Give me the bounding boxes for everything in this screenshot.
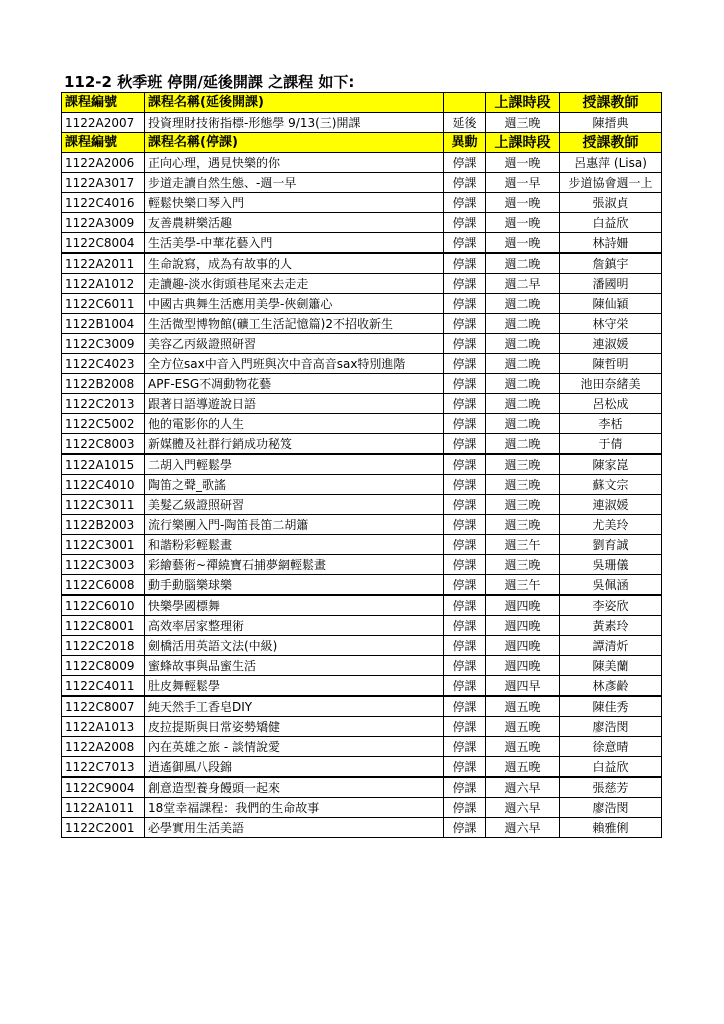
course-name: 逍遙御風八段錦 <box>145 757 444 778</box>
course-teacher: 陳美蘭 <box>560 656 662 676</box>
course-time: 週二晚 <box>486 294 560 314</box>
course-code: 1122C2013 <box>62 394 145 414</box>
header-code: 課程編號 <box>62 93 145 113</box>
course-teacher: 陳家崑 <box>560 454 662 475</box>
course-teacher: 連淑媛 <box>560 495 662 515</box>
course-time: 週二晚 <box>486 394 560 414</box>
course-change: 停課 <box>444 414 486 434</box>
header-kind: 異動 <box>444 133 486 153</box>
course-code: 1122C9004 <box>62 777 145 798</box>
course-change: 停課 <box>444 636 486 656</box>
course-teacher: 廖浩閔 <box>560 717 662 737</box>
course-name: 彩繪藝術~禪繞寶石捕夢網輕鬆畫 <box>145 555 444 575</box>
course-teacher: 廖浩閔 <box>560 798 662 818</box>
table-row <box>62 475 662 495</box>
course-time: 週三午 <box>486 575 560 596</box>
course-change: 停課 <box>444 515 486 535</box>
course-teacher: 白益欣 <box>560 757 662 778</box>
course-code: 1122A3017 <box>62 173 145 193</box>
course-code: 1122C2001 <box>62 818 145 838</box>
course-teacher: 林彥齡 <box>560 676 662 697</box>
table-row <box>62 334 662 354</box>
course-change: 停課 <box>444 595 486 616</box>
table-row <box>62 354 662 374</box>
table-row <box>62 616 662 636</box>
course-change: 停課 <box>444 454 486 475</box>
course-table-body <box>62 93 662 838</box>
course-time: 週四晚 <box>486 636 560 656</box>
table-row <box>62 555 662 575</box>
course-code: 1122B2003 <box>62 515 145 535</box>
table-row <box>62 515 662 535</box>
course-time: 週二早 <box>486 274 560 294</box>
course-teacher: 蘇文宗 <box>560 475 662 495</box>
course-name: 中國古典舞生活應用美學-俠劍簫心 <box>145 294 444 314</box>
course-change: 停課 <box>444 616 486 636</box>
course-name: 肚皮舞輕鬆學 <box>145 676 444 697</box>
course-name: 美髮乙級證照研習 <box>145 495 444 515</box>
course-time: 週五晚 <box>486 696 560 717</box>
table-row <box>62 696 662 717</box>
header-time: 上課時段 <box>486 93 560 113</box>
course-teacher: 連淑媛 <box>560 334 662 354</box>
course-code: 1122C4016 <box>62 193 145 213</box>
course-teacher: 陳搢典 <box>560 113 662 133</box>
course-teacher: 白益欣 <box>560 213 662 233</box>
course-time: 週三晚 <box>486 454 560 475</box>
course-change: 停課 <box>444 374 486 394</box>
course-name: 18堂幸福課程：我們的生命故事 <box>145 798 444 818</box>
course-time: 週一晚 <box>486 233 560 254</box>
course-change: 停課 <box>444 354 486 374</box>
course-code: 1122A2008 <box>62 737 145 757</box>
course-teacher: 步道協會週一上 <box>560 173 662 193</box>
table-row <box>62 274 662 294</box>
course-change: 停課 <box>444 757 486 778</box>
course-teacher: 林守栄 <box>560 314 662 334</box>
course-code: 1122C2018 <box>62 636 145 656</box>
course-name: 陶笛之聲_歌謠 <box>145 475 444 495</box>
course-name: 投資理財技術指標-形態學 9/13(三)開課 <box>145 113 444 133</box>
course-name: 跟著日語導遊說日語 <box>145 394 444 414</box>
course-name: 步道走讀自然生態、-週一早 <box>145 173 444 193</box>
course-time: 週一晚 <box>486 153 560 173</box>
course-teacher: 李栝 <box>560 414 662 434</box>
course-change: 停課 <box>444 798 486 818</box>
course-name: 正向心理，遇見快樂的你 <box>145 153 444 173</box>
course-name: 生活美學-中華花藝入門 <box>145 233 444 254</box>
course-code: 1122C8004 <box>62 233 145 254</box>
course-code: 1122C4010 <box>62 475 145 495</box>
table-row <box>62 253 662 274</box>
course-change: 停課 <box>444 575 486 596</box>
course-teacher: 陳仙穎 <box>560 294 662 314</box>
course-teacher: 賴雅俐 <box>560 818 662 838</box>
table-row <box>62 798 662 818</box>
course-table <box>61 92 662 838</box>
course-code: 1122A1015 <box>62 454 145 475</box>
course-change: 停課 <box>444 213 486 233</box>
course-change: 停課 <box>444 818 486 838</box>
course-change: 停課 <box>444 314 486 334</box>
course-name: 創意造型養身饅頭一起來 <box>145 777 444 798</box>
header-kind <box>444 93 486 113</box>
course-change: 延後 <box>444 113 486 133</box>
header-row-postponed <box>62 93 662 113</box>
course-code: 1122C3003 <box>62 555 145 575</box>
table-row <box>62 193 662 213</box>
course-time: 週四晚 <box>486 595 560 616</box>
course-code: 1122C6008 <box>62 575 145 596</box>
course-code: 1122C4023 <box>62 354 145 374</box>
course-time: 週六早 <box>486 777 560 798</box>
header-name: 課程名稱(停課) <box>145 133 444 153</box>
course-change: 停課 <box>444 334 486 354</box>
course-teacher: 池田奈緒美 <box>560 374 662 394</box>
course-time: 週三晚 <box>486 113 560 133</box>
course-change: 停課 <box>444 173 486 193</box>
course-code: 1122A2007 <box>62 113 145 133</box>
course-teacher: 徐意晴 <box>560 737 662 757</box>
header-time: 上課時段 <box>486 133 560 153</box>
course-teacher: 詹鎮宇 <box>560 253 662 274</box>
course-change: 停課 <box>444 294 486 314</box>
course-teacher: 黃素玲 <box>560 616 662 636</box>
table-row <box>62 575 662 596</box>
table-row <box>62 636 662 656</box>
course-teacher: 陳佳秀 <box>560 696 662 717</box>
course-change: 停課 <box>444 555 486 575</box>
header-teacher: 授課教師 <box>560 93 662 113</box>
course-time: 週四晚 <box>486 616 560 636</box>
table-row <box>62 233 662 254</box>
course-name: APF-ESG不凋動物花藝 <box>145 374 444 394</box>
course-name: 皮拉提斯與日常姿勢矯健 <box>145 717 444 737</box>
course-name: 劍橋活用英語文法(中級) <box>145 636 444 656</box>
course-code: 1122C4011 <box>62 676 145 697</box>
course-time: 週四早 <box>486 676 560 697</box>
table-row <box>62 757 662 778</box>
course-code: 1122B1004 <box>62 314 145 334</box>
course-change: 停課 <box>444 475 486 495</box>
course-time: 週三午 <box>486 535 560 555</box>
course-name: 和諧粉彩輕鬆畫 <box>145 535 444 555</box>
course-name: 快樂學國標舞 <box>145 595 444 616</box>
course-change: 停課 <box>444 274 486 294</box>
course-name: 友善農耕樂活趣 <box>145 213 444 233</box>
course-name: 必學實用生活美語 <box>145 818 444 838</box>
course-teacher: 劉育誠 <box>560 535 662 555</box>
course-time: 週一早 <box>486 173 560 193</box>
course-time: 週二晚 <box>486 354 560 374</box>
table-row <box>62 314 662 334</box>
course-time: 週一晚 <box>486 213 560 233</box>
table-row <box>62 737 662 757</box>
course-code: 1122C8007 <box>62 696 145 717</box>
course-time: 週二晚 <box>486 253 560 274</box>
course-code: 1122C3011 <box>62 495 145 515</box>
course-teacher: 呂松成 <box>560 394 662 414</box>
course-time: 週三晚 <box>486 515 560 535</box>
course-teacher: 譚清炘 <box>560 636 662 656</box>
course-name: 蜜蜂故事與品蜜生活 <box>145 656 444 676</box>
course-time: 週二晚 <box>486 374 560 394</box>
course-teacher: 尤美玲 <box>560 515 662 535</box>
table-row <box>62 676 662 697</box>
course-teacher: 林詩姍 <box>560 233 662 254</box>
table-row <box>62 394 662 414</box>
table-row <box>62 454 662 475</box>
course-teacher: 吳佩涵 <box>560 575 662 596</box>
course-code: 1122A2011 <box>62 253 145 274</box>
table-row <box>62 595 662 616</box>
table-row <box>62 656 662 676</box>
course-code: 1122C6011 <box>62 294 145 314</box>
course-teacher: 陳哲明 <box>560 354 662 374</box>
table-row <box>62 777 662 798</box>
course-time: 週三晚 <box>486 495 560 515</box>
course-time: 週五晚 <box>486 757 560 778</box>
course-code: 1122A3009 <box>62 213 145 233</box>
course-code: 1122A1011 <box>62 798 145 818</box>
course-name: 新媒體及社群行銷成功秘笈 <box>145 434 444 455</box>
course-time: 週四晚 <box>486 656 560 676</box>
course-change: 停課 <box>444 193 486 213</box>
course-teacher: 張淑貞 <box>560 193 662 213</box>
course-change: 停課 <box>444 434 486 455</box>
course-code: 1122A1012 <box>62 274 145 294</box>
course-code: 1122C5002 <box>62 414 145 434</box>
course-change: 停課 <box>444 253 486 274</box>
course-change: 停課 <box>444 495 486 515</box>
header-teacher: 授課教師 <box>560 133 662 153</box>
course-name: 高效率居家整理術 <box>145 616 444 636</box>
course-time: 週二晚 <box>486 414 560 434</box>
course-teacher: 李姿欣 <box>560 595 662 616</box>
course-change: 停課 <box>444 737 486 757</box>
course-code: 1122A2006 <box>62 153 145 173</box>
course-name: 輕鬆快樂口琴入門 <box>145 193 444 213</box>
course-name: 純天然手工香皂DIY <box>145 696 444 717</box>
table-row <box>62 535 662 555</box>
course-name: 生活微型博物館(礦工生活記憶篇)2不招收新生 <box>145 314 444 334</box>
course-change: 停課 <box>444 535 486 555</box>
course-teacher: 潘國明 <box>560 274 662 294</box>
page-title: 112-2 秋季班 停開/延後開課 之課程 如下: <box>64 73 355 91</box>
table-row <box>62 414 662 434</box>
course-time: 週二晚 <box>486 434 560 455</box>
course-teacher: 呂惠萍 (Lisa) <box>560 153 662 173</box>
course-code: 1122A1013 <box>62 717 145 737</box>
course-change: 停課 <box>444 676 486 697</box>
table-row <box>62 717 662 737</box>
table-row <box>62 213 662 233</box>
course-change: 停課 <box>444 696 486 717</box>
header-name: 課程名稱(延後開課) <box>145 93 444 113</box>
course-time: 週五晚 <box>486 717 560 737</box>
course-time: 週六早 <box>486 798 560 818</box>
course-time: 週三晚 <box>486 555 560 575</box>
course-time: 週五晚 <box>486 737 560 757</box>
course-time: 週一晚 <box>486 193 560 213</box>
course-change: 停課 <box>444 153 486 173</box>
table-row <box>62 495 662 515</box>
table-row <box>62 113 662 133</box>
course-change: 停課 <box>444 777 486 798</box>
course-code: 1122C3009 <box>62 334 145 354</box>
course-name: 美容乙丙級證照研習 <box>145 334 444 354</box>
course-code: 1122C8001 <box>62 616 145 636</box>
table-row <box>62 818 662 838</box>
course-name: 動手動腦樂球樂 <box>145 575 444 596</box>
course-change: 停課 <box>444 717 486 737</box>
course-code: 1122C7013 <box>62 757 145 778</box>
course-name: 走讀趣-淡水街頭巷尾來去走走 <box>145 274 444 294</box>
course-name: 他的電影你的人生 <box>145 414 444 434</box>
header-code: 課程編號 <box>62 133 145 153</box>
course-time: 週二晚 <box>486 334 560 354</box>
course-time: 週三晚 <box>486 475 560 495</box>
course-teacher: 吳珊儀 <box>560 555 662 575</box>
table-row <box>62 294 662 314</box>
course-code: 1122C3001 <box>62 535 145 555</box>
table-row <box>62 153 662 173</box>
course-code: 1122C8003 <box>62 434 145 455</box>
course-teacher: 于倩 <box>560 434 662 455</box>
course-name: 流行樂團入門-陶笛長笛二胡簫 <box>145 515 444 535</box>
course-name: 二胡入門輕鬆學 <box>145 454 444 475</box>
table-row <box>62 434 662 455</box>
course-code: 1122B2008 <box>62 374 145 394</box>
course-name: 全方位sax中音入門班與次中音高音sax特別進階 <box>145 354 444 374</box>
course-code: 1122C6010 <box>62 595 145 616</box>
header-row-cancelled <box>62 133 662 153</box>
course-change: 停課 <box>444 233 486 254</box>
course-name: 內在英雄之旅 - 談情說愛 <box>145 737 444 757</box>
course-teacher: 張慈芳 <box>560 777 662 798</box>
course-time: 週二晚 <box>486 314 560 334</box>
course-time: 週六早 <box>486 818 560 838</box>
course-name: 生命說寫，成為有故事的人 <box>145 253 444 274</box>
course-change: 停課 <box>444 656 486 676</box>
table-row <box>62 374 662 394</box>
course-change: 停課 <box>444 394 486 414</box>
course-code: 1122C8009 <box>62 656 145 676</box>
table-row <box>62 173 662 193</box>
